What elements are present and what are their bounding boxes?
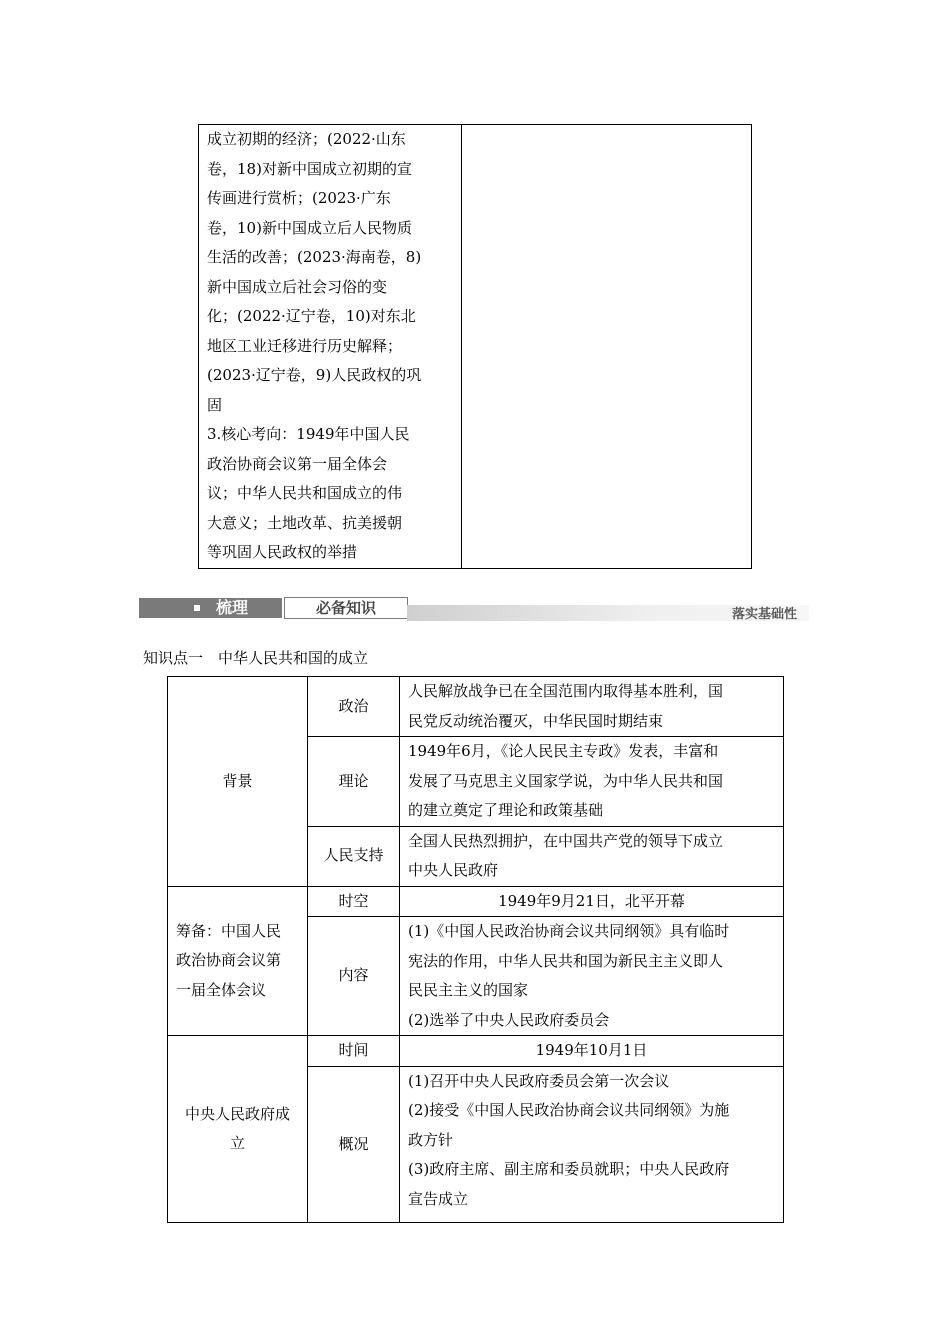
category-line: 政治协商会议第 [176,951,282,969]
subcategory-people-support: 人民支持 [308,826,400,886]
square-bullet-icon [194,605,200,611]
section-banner [139,597,809,625]
content-line: 民民主主义的国家 [408,981,529,999]
continuation-line: 成立初期的经济；(2022·山东 [207,130,406,148]
content-line: 政方针 [408,1130,454,1149]
subcategory-time-place: 时空 [308,886,400,917]
section-title: 知识点一 中华人民共和国的成立 [143,649,369,667]
subcategory-theory: 理论 [308,737,400,827]
subcategory-overview: 概况 [308,1066,400,1223]
banner-grey-bar [139,598,282,618]
content-line: (3)政府主席、副主席和委员就职；中央人民政府 [408,1160,730,1178]
content-line: 宪法的作用，中华人民共和国为新民主主义即人 [408,951,724,970]
category-background: 背景 [168,677,308,887]
category-line: 筹备：中国人民 [176,921,282,940]
preparation-content [400,917,784,1036]
continuation-line: 大意义；土地改革、抗美援朝 [207,513,403,532]
category-line: 中央人民政府成 [184,1104,290,1123]
overview-content [400,1066,784,1223]
content-line: 全国人民热烈拥护，在中国共产党的领导下成立 [408,831,724,850]
continuation-line: 政治协商会议第一届全体会 [207,454,388,473]
continuation-line: 生活的改善；(2023·海南卷，8) [207,248,422,266]
continuation-table [198,124,752,569]
continuation-line: 传画进行赏析；(2023·广东 [207,189,391,207]
content-line: (1)《中国人民政治协商会议共同纲领》具有临时 [408,922,730,940]
continuation-line: 新中国成立后社会习俗的变 [207,277,388,296]
continuation-right-cell [462,125,752,569]
category-preparation [168,886,308,1036]
subcategory-content: 内容 [308,917,400,1036]
content-line: 的建立奠定了理论和政策基础 [408,801,604,819]
time-content: 1949年10月1日 [400,1036,784,1067]
banner-tag-knowledge: 必备知识 [284,597,408,619]
subcategory-time: 时间 [308,1036,400,1067]
content-line: 中央人民政府 [408,861,499,879]
category-line: 立 [229,1134,245,1152]
politics-content [400,677,784,737]
content-line: (2)选举了中央人民政府委员会 [408,1010,610,1029]
content-line: 民党反动统治覆灭，中华民国时期结束 [408,711,664,730]
continuation-line: 议；中华人民共和国成立的伟 [207,484,403,502]
category-government [168,1036,308,1223]
continuation-line: 卷，18)对新中国成立初期的宣 [207,159,412,178]
content-line: (2)接受《中国人民政治协商会议共同纲领》为施 [408,1101,730,1119]
content-line: 宣告成立 [408,1189,469,1208]
continuation-line: 化；(2022·辽宁卷，10)对东北 [207,307,416,325]
content-line: 人民解放战争已在全国范围内取得基本胜利，国 [408,682,724,700]
continuation-line: (2023·辽宁卷，9)人民政权的巩 [207,366,422,384]
time-place-content: 1949年9月21日，北平开幕 [400,886,784,917]
content-line: (1)召开中央人民政府委员会第一次会议 [408,1071,670,1090]
knowledge-table [167,676,784,1223]
continuation-line: 等巩固人民政权的举措 [207,543,358,561]
continuation-left-cell [199,125,462,569]
banner-tag-foundation: 落实基础性 [731,607,797,622]
content-line: 发展了马克思主义国家学说，为中华人民共和国 [408,771,724,790]
continuation-line: 3.核心考向：1949年中国人民 [207,425,410,443]
continuation-line: 固 [207,395,223,414]
support-content [400,826,784,886]
continuation-line: 卷，10)新中国成立后人民物质 [207,218,412,237]
theory-content [400,737,784,827]
continuation-line: 地区工业迁移进行历史解释； [207,336,403,355]
category-line: 一届全体会议 [176,980,267,999]
subcategory-politics: 政治 [308,677,400,737]
banner-tag-sort: 梳理 [216,598,249,617]
content-line: 1949年6月，《论人民民主专政》发表，丰富和 [408,742,719,760]
